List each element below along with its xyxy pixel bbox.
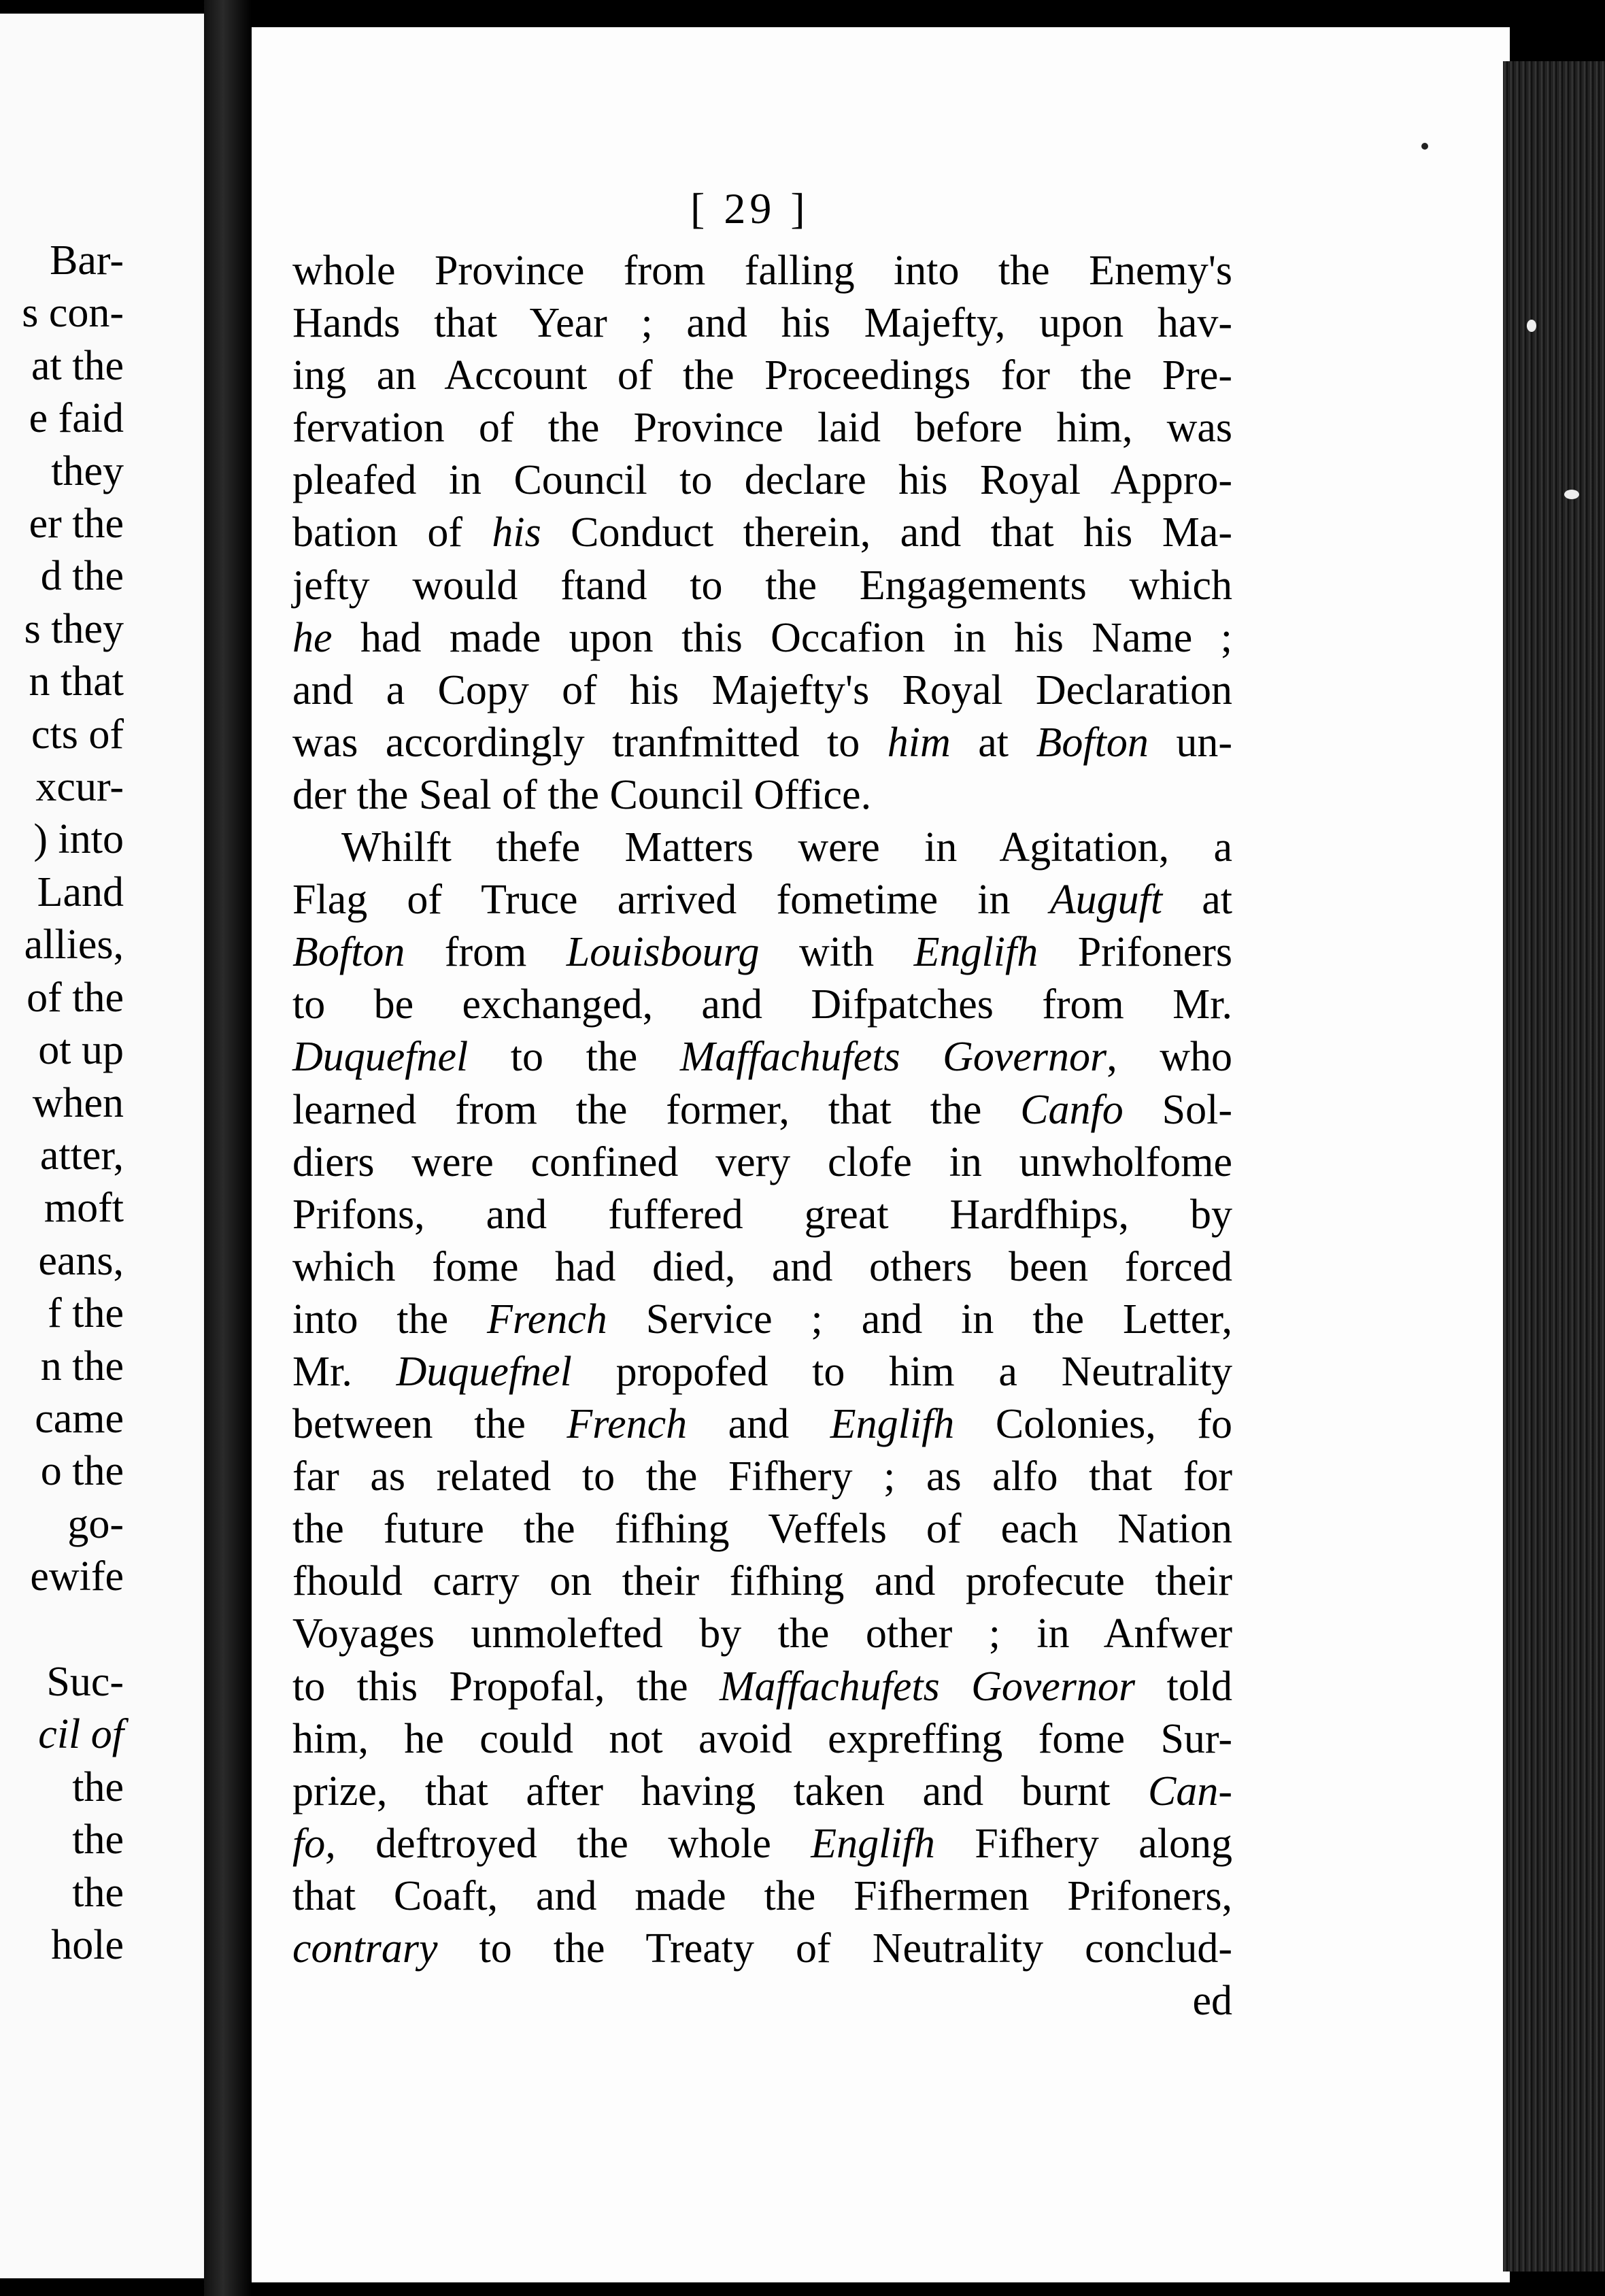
text-run: to the [468,1034,680,1081]
left-page-line: ewife [30,1553,124,1600]
text-run: was accordingly tranfmitted to [292,719,888,766]
page-number: [ 29 ] [690,184,809,233]
left-page-line: allies, [24,922,124,968]
text-run: Conduct therein, and that his Ma- [541,509,1232,556]
italic-text: French [567,1401,688,1448]
left-page-line: ) into [33,816,124,863]
text-run: the future the fifhing Veffels of each Nation [292,1506,1232,1553]
text-line [292,612,1232,664]
text-run: and [687,1401,830,1448]
left-page-line: eans, [38,1237,124,1284]
text-run: propofed to him a Neutrality [571,1348,1232,1395]
left-page-line: the [72,1869,124,1916]
text-run: Service ; and in the Letter, [607,1296,1232,1343]
text-run: far as related to the Fifhery ; as alfo that for [292,1453,1232,1500]
italic-text: Maffachufets Governor [679,1034,1107,1081]
left-page-line: Suc- [46,1658,124,1705]
text-run: him, he could not avoid expreffing fome Sur- [292,1715,1232,1762]
text-run: which fome had died, and others been forced [292,1243,1232,1290]
text-line [292,1923,1232,1975]
text-run: Prifons, and fuffered great Hardfhips, by [292,1191,1232,1238]
text-line [292,1766,1232,1818]
italic-text: his [492,509,541,556]
text-run: Hands that Year ; and his Majefty, upon hav- [292,300,1232,347]
text-line [292,454,1232,507]
body-text [292,245,1232,2027]
left-page-line: atter, [39,1132,124,1179]
italic-text: him [887,719,951,766]
text-run: to this Propofal, the [292,1663,720,1710]
text-run: to the Treaty of Neutrality conclud- [437,1925,1232,1972]
left-page-line: s con- [22,290,124,337]
left-page-line: the [72,1817,124,1863]
left-page-line: s they [24,605,124,652]
left-page-line: the [72,1763,124,1810]
text-line [292,1031,1232,1083]
italic-text: fo, [292,1820,336,1867]
print-speck [1527,320,1536,332]
left-page-line: they [51,448,124,494]
left-page-line: xcur- [35,764,124,811]
text-run: Flag of Truce arrived fometime in [292,877,1050,924]
text-line [292,245,1232,297]
italic-text: Canfo [1020,1086,1124,1133]
text-line [292,1398,1232,1451]
left-page-line: e faid [29,395,124,442]
italic-text: Can- [1148,1768,1232,1814]
text-run: told [1135,1663,1233,1710]
text-line [292,664,1232,717]
left-page-line: ot up [38,1027,124,1074]
text-line [292,1870,1232,1923]
text-line [292,1608,1232,1660]
text-line [292,926,1232,979]
left-page-line: at the [31,342,124,389]
left-page-line: cil of [38,1711,124,1758]
text-line [292,1136,1232,1189]
left-page-line: cts of [31,711,124,758]
text-run: fervation of the Province laid before him, was [292,405,1232,452]
left-page-line: o the [40,1448,124,1495]
text-line [292,1503,1232,1555]
text-line [292,822,1232,874]
left-page-line: moft [44,1185,124,1232]
left-facing-page [0,14,204,2278]
italic-text: Louisbourg [566,929,760,976]
italic-text: Auguft [1049,877,1163,924]
text-line [292,560,1232,612]
text-run: Sol- [1123,1086,1232,1133]
text-run: and a Copy of his Majefty's Royal Declaration [292,666,1232,713]
text-line [292,1189,1232,1241]
text-run: Mr. [292,1348,396,1395]
text-run: Prifoners [1038,929,1232,976]
text-run: to be exchanged, and Difpatches from Mr. [292,981,1232,1028]
text-run: whole Province from falling into the Enemy's [292,248,1232,294]
left-page-line: er the [29,501,124,547]
text-run: bation of [292,509,492,556]
text-line [292,874,1232,926]
print-speck [1421,143,1428,150]
left-page-line: when [32,1079,124,1126]
text-line [292,1818,1232,1870]
left-page-line: of the [27,974,124,1021]
italic-text: Bofton [1036,719,1149,766]
text-line [292,1241,1232,1294]
text-line [292,1713,1232,1766]
text-line [292,507,1232,559]
print-speck [1564,490,1579,499]
text-line [292,1555,1232,1608]
text-line [292,717,1232,769]
text-run: Colonies, fo [954,1401,1232,1448]
left-page-line: Bar- [50,237,124,284]
text-line [292,979,1232,1031]
text-run: between the [292,1401,567,1448]
text-run: with [759,929,914,976]
italic-text: Duquefnel [292,1034,469,1081]
text-run: un- [1148,719,1232,766]
left-page-line: go- [67,1500,124,1547]
italic-text: Duquefnel [396,1348,572,1395]
left-page-line: f the [48,1290,124,1337]
text-run: pleafed in Council to declare his Royal Appro- [292,457,1232,504]
page-edges [1503,61,1605,2272]
text-run: had made upon this Occafion in his Name ; [332,614,1232,661]
text-run: that Coaft, and made the Fifhermen Prifoners, [292,1872,1232,1919]
italic-text: contrary [292,1925,438,1972]
left-page-text-fragments [0,235,124,1972]
text-run: learned from the former, that the [292,1086,1021,1133]
text-run: at [1162,877,1232,924]
text-run: , who [1106,1034,1232,1081]
text-line [292,350,1232,402]
text-line [292,769,1232,822]
italic-text: Bofton [292,929,405,976]
book-gutter [204,0,252,2296]
text-run: Fifhery along [934,1820,1232,1867]
text-line [292,1084,1232,1136]
text-line [292,402,1232,454]
text-run: prize, that after having taken and burnt [292,1768,1148,1814]
left-page-line: hole [51,1921,124,1968]
text-run: diers were confined very clofe in unwholfome [292,1138,1232,1185]
text-line [292,1294,1232,1346]
text-run: deftroyed the whole [335,1820,811,1867]
text-run: fhould carry on their fifhing and profecute their [292,1558,1232,1605]
text-run: Voyages unmolefted by the other ; in Anfwer [292,1610,1232,1657]
text-run: Whilft thefe Matters were in Agitation, a [341,824,1232,871]
text-run: from [405,929,567,976]
text-run: der the Seal of the Council Office. [292,771,872,818]
italic-text: French [487,1296,607,1343]
italic-text: he [292,614,333,661]
text-run: into the [292,1296,488,1343]
catchword: ed [1192,1978,1232,2025]
text-run: at [950,719,1036,766]
text-line [292,1451,1232,1503]
text-line [292,1661,1232,1713]
italic-text: Englifh [830,1401,955,1448]
left-page-line: Land [37,868,124,915]
italic-text: Englifh [811,1820,935,1867]
text-run: jefty would ftand to the Engagements which [292,562,1232,609]
line-gap [0,1604,124,1656]
text-run: ing an Account of the Proceedings for the Pre- [292,352,1232,399]
text-line [292,297,1232,350]
left-page-line: n that [29,658,124,705]
left-page-line: came [35,1395,124,1442]
left-page-line: n the [40,1343,124,1389]
left-page-line: d the [40,553,124,600]
text-line [292,1346,1232,1398]
italic-text: Englifh [913,929,1038,976]
italic-text: Maffachufets Governor [720,1663,1136,1710]
